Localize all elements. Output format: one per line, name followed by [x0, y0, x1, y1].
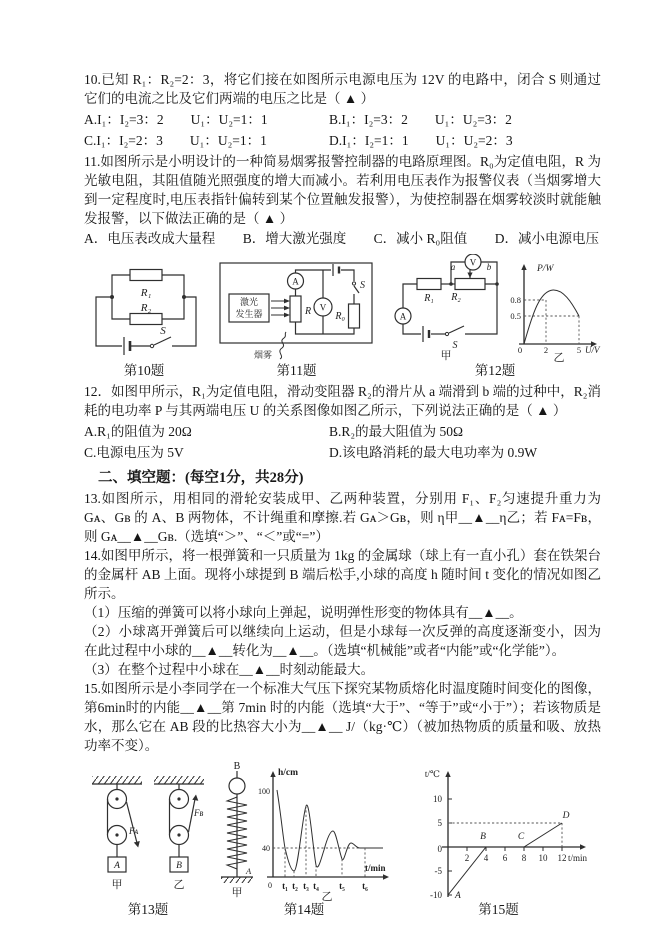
figure-q10-caption: 第10题: [123, 363, 165, 378]
q10-option-c: C.I₁：I₂=2：3 U₁：U₂=1：1: [84, 133, 267, 148]
laser-beam-arrows: [271, 299, 290, 318]
tick-t5: t₅: [339, 881, 345, 891]
switch-symbol: [150, 337, 171, 348]
melting-graph-diagram: [396, 765, 601, 901]
battery-symbol: [423, 326, 429, 342]
label-r1: R₁: [424, 293, 434, 304]
junction-dot-2: [495, 282, 499, 286]
ytick-m5: -5: [434, 866, 442, 876]
label-ammeter: A: [399, 311, 407, 322]
resistor-r2-box: [130, 314, 162, 325]
battery-symbol: [333, 264, 339, 276]
label-r1: R₁: [140, 287, 152, 299]
label-yi: 乙: [173, 879, 185, 891]
label-laser-line1: 激光: [239, 297, 258, 307]
q11-option-d: D．减小电源电压: [494, 231, 599, 246]
tick-0: 0: [517, 345, 523, 355]
label-block-b: B: [176, 861, 182, 871]
label-r2: R₂: [140, 302, 152, 314]
figure-q12-caption: 第12题: [474, 363, 516, 378]
metal-ball: [229, 778, 245, 794]
circuit-q11-diagram: [217, 260, 377, 362]
bounce-curve: [277, 790, 383, 871]
q12-circuit-wires: [403, 262, 497, 334]
tick-08: 0.8: [510, 295, 521, 305]
label-y-axis: t/℃: [424, 769, 440, 779]
point-b: B: [480, 832, 486, 842]
label-h-axis: h/cm: [278, 768, 299, 778]
junction-dot-left: [110, 295, 114, 299]
ytick-5: 5: [437, 818, 442, 828]
label-yi: 乙: [553, 352, 565, 362]
tick-t2: t₂: [292, 881, 298, 891]
label-a-bottom: A: [246, 866, 252, 876]
xtick-6: 6: [502, 853, 508, 863]
question-12-text: 12．如图甲所示，R₁为定值电阻，滑动变阻器 R₂的滑片从 a 端滑到 b 端的过种中，R₂消耗的电功率 P 与其两端电压 U 的关系图像如图乙所示，下列说法正确的是（ ▲ ）: [84, 384, 601, 418]
q10-option-d: D.I₁：I₂=1：1 U₁：U₂=2：3: [329, 133, 513, 148]
figure-q11: [217, 260, 377, 379]
label-r: R: [304, 306, 311, 317]
label-fa: Fᴀ: [129, 826, 139, 836]
xtick-4: 4: [483, 853, 489, 863]
tick-t4: t₄: [313, 881, 319, 891]
label-block-a: A: [114, 861, 120, 871]
point-c: C: [517, 832, 525, 842]
label-ammeter: A: [291, 276, 299, 287]
ytick-0: 0: [437, 844, 442, 854]
label-b-top: B: [233, 761, 241, 772]
q10-option-a: A.I₁：I₂=3：2 U₁：U₂=1：1: [84, 112, 268, 127]
figure-row-2: [84, 759, 601, 918]
junction-dot-right: [182, 295, 186, 299]
tick-t3: t₃: [303, 881, 309, 891]
question-14-item-1: （1）压缩的弹簧可以将小球向上弹起，说明弹性形变的物体具有__▲__。: [84, 605, 523, 620]
q12-option-a: A.R₁的阻值为 20Ω: [84, 424, 192, 439]
figure-q13-caption: 第13题: [127, 902, 169, 917]
tick-2: 2: [543, 345, 549, 355]
q11-option-a: A．电压表改成大量程: [84, 231, 216, 246]
figure-q13: [84, 771, 212, 918]
q12-graph: [510, 264, 601, 362]
label-jia: 甲: [231, 887, 243, 899]
tick-40: 40: [262, 844, 270, 853]
label-voltmeter: V: [319, 302, 326, 313]
label-laser-line2: 发生器: [234, 309, 263, 319]
label-yi: 乙: [321, 891, 333, 901]
section-2-title: 二、填空题：(每空1分，共28分): [98, 470, 304, 486]
figure-q12: [389, 254, 601, 379]
tick-o: 0: [268, 881, 272, 890]
question-12-options: [84, 421, 601, 463]
label-a-end: a: [450, 262, 456, 272]
resistor-r0-box: [348, 304, 359, 328]
question-14-text: 14.如图甲所示，将一根弹簧和一只质量为 1kg 的金属球（球上有一直小孔）套在铁架台的金属杆 AB 上面。现将小球提到 B 端后松手,小球的高度 h 随时间 t 变化的情况如图乙所示。: [84, 548, 601, 601]
label-s: S: [160, 325, 166, 337]
pulley-diagram: [84, 771, 212, 901]
ytick-m10: -10: [430, 890, 442, 900]
label-p-axis: P/W: [537, 264, 554, 274]
xtick-12: 12: [557, 853, 567, 863]
xtick-10: 10: [538, 853, 548, 863]
pulley-system-jia: [92, 776, 142, 891]
smoke-squiggle: [279, 332, 285, 359]
q12-option-b: B.R₂的最大阻值为 50Ω: [329, 424, 463, 439]
label-smoke: 烟雾: [253, 350, 272, 360]
label-fb: Fʙ: [194, 808, 204, 818]
battery-symbol: [124, 337, 130, 355]
question-14-item-3: （3）在整个过程中小球在__▲__时刻动能最大。: [84, 662, 375, 677]
q12-option-c: C.电源电压为 5V: [84, 445, 184, 460]
guide-lines: [285, 806, 365, 877]
q11-option-b: B．增大激光强度: [242, 231, 347, 246]
label-voltmeter: V: [469, 257, 477, 268]
question-10-options: [84, 109, 601, 151]
tick-100: 100: [258, 787, 270, 796]
rheostat-r2-box: [455, 279, 485, 290]
label-x-axis: t/min: [568, 853, 588, 863]
figure-row-1: [84, 254, 601, 379]
spring-apparatus-jia: [221, 761, 253, 899]
label-u-axis: U/V: [585, 345, 600, 355]
spring-and-graph-diagram: [215, 759, 393, 901]
figure-q15: [396, 765, 601, 918]
label-r2: R₂: [451, 292, 461, 303]
question-15-text: 15.如图所示是小李同学在一个标准大气压下探究某物质熔化时温度随时间变化的图像，第6min时的内能__▲__第 7min 时的内能（选填“大于”、“等于”或“小于”）；若该物质是水，那么它在 AB 段的比热容大小为__▲__ J/（kg·℃）（被加热物质的质量和吸、放热功率不变）。: [84, 681, 601, 753]
junction-dot: [449, 282, 453, 286]
figure-q11-caption: 第11题: [276, 363, 317, 378]
resistor-r1-box: [130, 270, 162, 281]
circuit-q12-diagram: [389, 254, 601, 362]
point-a: A: [455, 891, 461, 901]
figure-q14: [215, 759, 393, 918]
label-jia: 甲: [111, 879, 123, 891]
tick-5: 5: [576, 345, 582, 355]
ytick-10: 10: [433, 794, 442, 804]
circuit-q10-diagram: [84, 267, 204, 362]
tick-t1: t₁: [282, 881, 288, 891]
xtick-8: 8: [521, 853, 527, 863]
point-d: D: [562, 811, 570, 821]
switch-symbol: [445, 326, 464, 336]
tick-t6: t₆: [362, 881, 368, 891]
question-10-text: 10.已知 R₁：R₂=2：3，将它们接在如图所示电源电压为 12V 的电路中，闭合 S 则通过它们的电流之比及它们两端的电压之比是（ ▲ ）: [84, 72, 601, 106]
rheostat-slider-arrow: [467, 273, 472, 279]
figure-q10: [84, 267, 204, 379]
q11-option-c: C．减小 R₀阻值: [373, 231, 468, 246]
label-b-end: b: [486, 262, 492, 272]
figure-q14-caption: 第14题: [283, 902, 325, 917]
xtick-2: 2: [464, 853, 470, 863]
switch-pivot: [352, 282, 355, 285]
question-11-text: 11.如图所示是小明设计的一种简易烟雾报警控制器的电路原理图。R₀为定值电阻，R 为光敏电阻，其阻值随光照强度的增大而减小。若利用电压表作为报警仪表（当烟雾增大到一定程度时,电压表指针偏转到某个位置触发报警），为使控制器在烟雾较淡时就能触发报警，以下做法正确的是（ ▲ ）: [84, 154, 601, 226]
photoresistor-box: [290, 296, 301, 322]
height-time-graph-yi: [258, 768, 389, 901]
power-curve: [524, 290, 579, 344]
label-r0: R₀: [334, 311, 345, 322]
question-14-item-2: （2）小球离开弹簧后可以继续向上运动，但是小球每一次反弹的高度逐渐变小，因为在此过程中小球的__▲__转化为__▲__。（选填“机械能”或者“内能”或“化学能”）。: [84, 624, 601, 658]
question-13-text: 13.如图所示，用相同的滑轮安装成甲、乙两种装置，分别用 F₁、F₂匀速提升重力为 Gᴀ、Gʙ 的 A、B 两物体，不计绳重和摩擦.若 Gᴀ＞Gʙ，则 η甲__▲__η乙；若 Fᴀ=Fʙ，则 Gᴀ__▲__Gʙ.（选填“＞”、“＜”或“=”）: [84, 491, 601, 544]
q12-option-d: D.该电路消耗的最大电功率为 0.9W: [329, 445, 538, 460]
label-s: S: [359, 280, 365, 291]
label-t-axis: t/min: [365, 863, 386, 873]
figure-q15-caption: 第15题: [478, 902, 519, 917]
label-jia: 甲: [440, 350, 452, 362]
question-11-options: [84, 228, 601, 249]
label-s: S: [452, 340, 458, 351]
tick-05: 0.5: [510, 311, 521, 321]
q10-option-b: B.I₁：I₂=3：2 U₁：U₂=3：2: [329, 112, 512, 127]
resistor-r1-box: [417, 279, 441, 290]
pulley-system-yi: [154, 776, 204, 891]
